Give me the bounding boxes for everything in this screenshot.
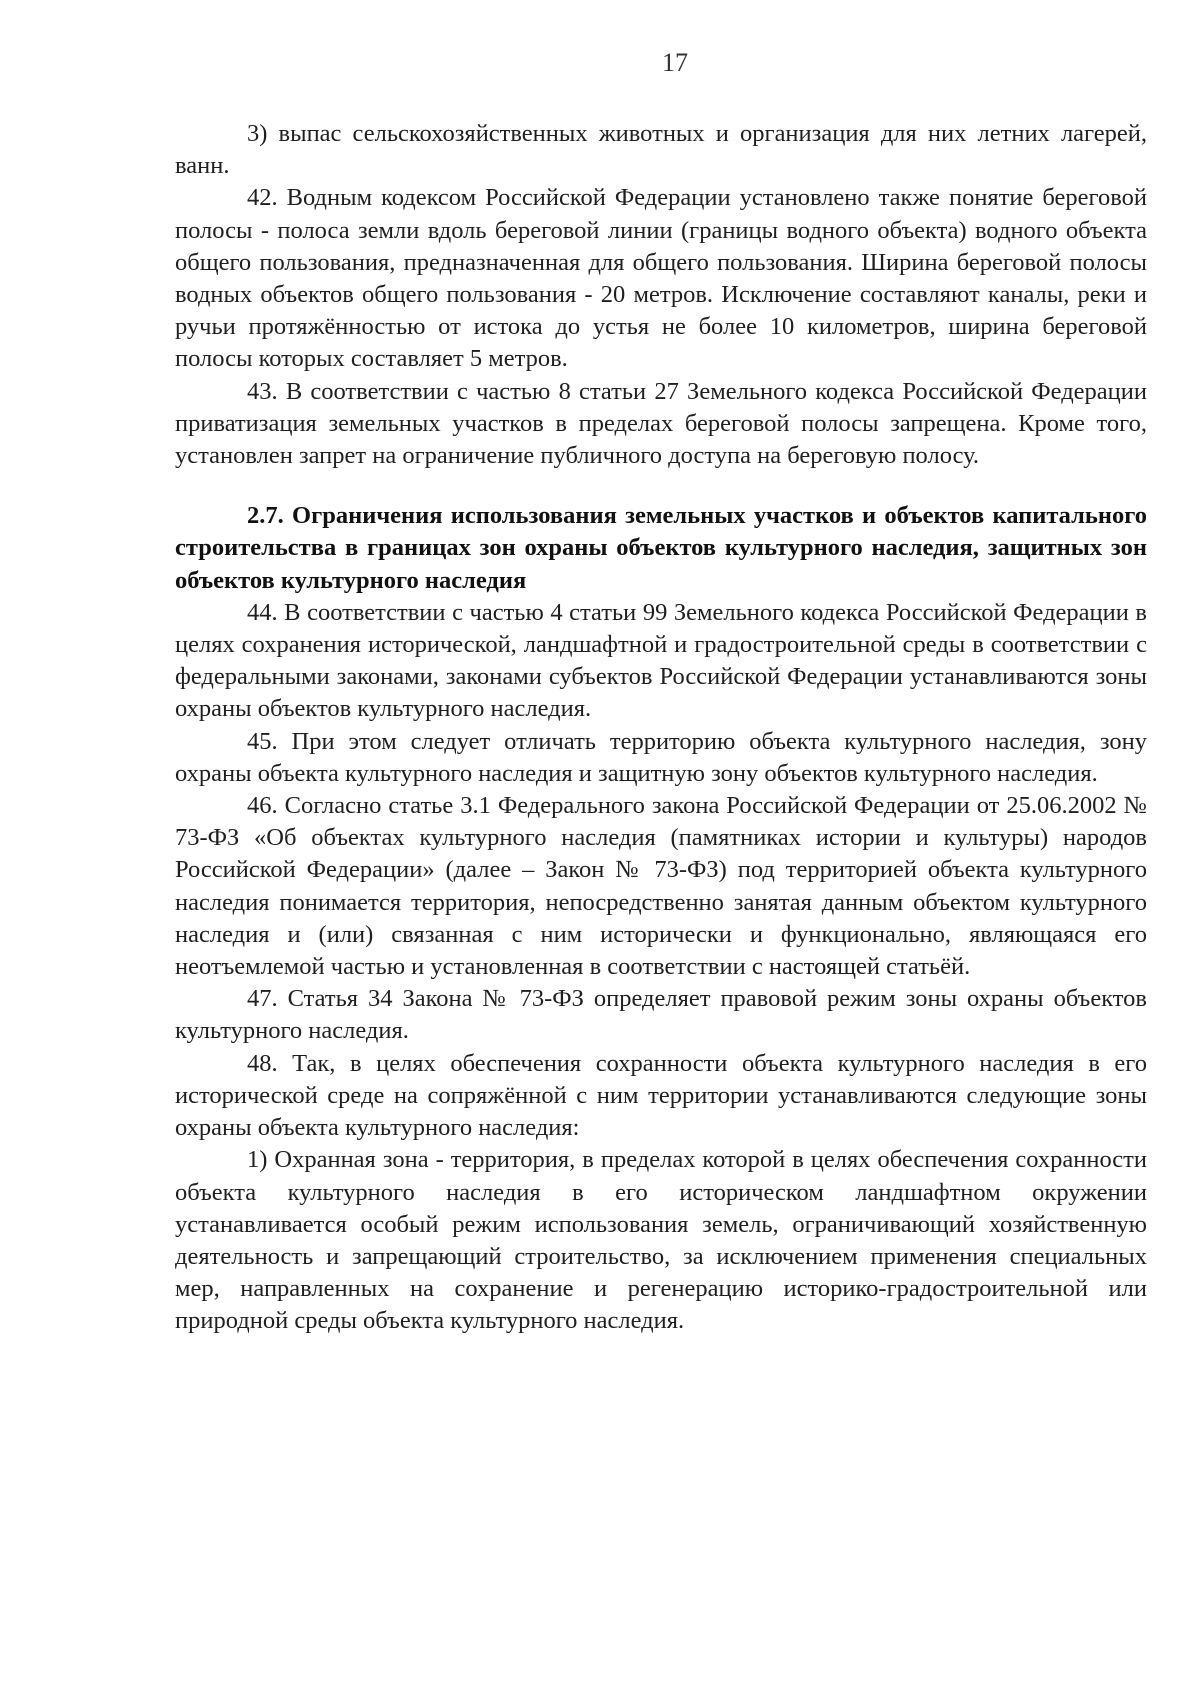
- page-number: 17: [662, 48, 688, 77]
- paragraph-item-1-protection-zone: 1) Охранная зона - территория, в пределах которой в целях обеспечения сохранности объекта культурного наследия в его историческом ландшафтном окружении устанавливается особый режим использования земель, ограничивающий хозяйственную деятельность и запрещающий строительство, за исключением применения специальных мер, направленных на сохранение и регенерацию историко-градостроительной или природной среды объекта культурного наследия.: [175, 1146, 1147, 1335]
- paragraph-48: 48. Так, в целях обеспечения сохранности объекта культурного наследия в его исторической среде на сопряжённой с ним территории устанавливаются следующие зоны охраны объекта культурного наследия:: [175, 1049, 1147, 1142]
- paragraph-43: 43. В соответствии с частью 8 статьи 27 Земельного кодекса Российской Федерации приватизация земельных участков в пределах береговой полосы запрещена. Кроме того, установлен запрет на ограничение публичного доступа на береговую полосу.: [175, 377, 1147, 470]
- paragraph-46: 46. Согласно статье 3.1 Федерального закона Российской Федерации от 25.06.2002 № 73-ФЗ «Об объектах культурного наследия (памятниках истории и культуры) народов Российской Федерации» (далее – Закон № 73-ФЗ) под территорией объекта культурного наследия понимается территория, непосредственно занятая данным объектом культурного наследия и (или) связанная с ним исторически и функционально, являющаяся его неотъемлемой частью и установленная в соответствии с настоящей статьёй.: [175, 792, 1147, 981]
- section-heading-2-7: 2.7. Ограничения использования земельных участков и объектов капитального строительства в границах зон охраны объектов культурного наследия, защитных зон объектов культурного наследия: [175, 502, 1147, 594]
- paragraph-item-3: 3) выпас сельскохозяйственных животных и организация для них летних лагерей, ванн.: [175, 120, 1147, 180]
- paragraph-44: 44. В соответствии с частью 4 статьи 99 Земельного кодекса Российской Федерации в целях сохранения исторической, ландшафтной и градостроительной среды в соответствии с федеральными законами, законами субъектов Российской Федерации устанавливаются зоны охраны объектов культурного наследия.: [175, 598, 1147, 723]
- document-body: [175, 118, 1147, 1338]
- paragraph-47: 47. Статья 34 Закона № 73-ФЗ определяет правовой режим зоны охраны объектов культурного наследия.: [175, 985, 1147, 1045]
- paragraph-42: 42. Водным кодексом Российской Федерации установлено также понятие береговой полосы - полоса земли вдоль береговой линии (границы водного объекта) водного объекта общего пользования, предназначенная для общего пользования. Ширина береговой полосы водных объектов общего пользования - 20 метров. Исключение составляют каналы, реки и ручьи протяжённостью от истока до устья не более 10 километров, ширина береговой полосы которых составляет 5 метров.: [175, 184, 1147, 373]
- paragraph-45: 45. При этом следует отличать территорию объекта культурного наследия, зону охраны объекта культурного наследия и защитную зону объектов культурного наследия.: [175, 727, 1147, 787]
